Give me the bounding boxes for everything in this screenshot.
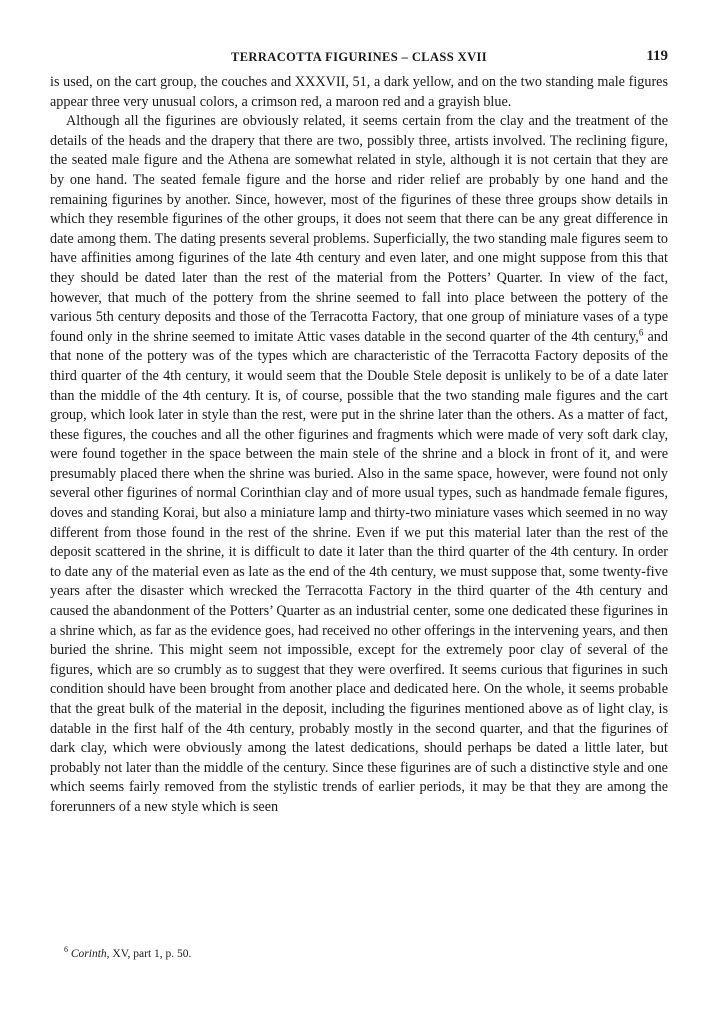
footnote-title: Corinth xyxy=(70,948,107,960)
page-number: 119 xyxy=(646,48,668,64)
paragraph-text-part-2: and that none of the pottery was of the types which are characteristic of the Terracotta Factory deposits of the third quarter of the 4th century, it would seem that the Double Stele deposit is unlikely to be of a date later than the middle of the 4th century. It is, of course, possible that the two standing male figures and the cart group, which look later in style than the rest, were put in the shrine later than the others. As a matter of fact, these figures, the couches and all the other figurines and fragments which were made of very soft dark clay, were found together in the space between the main stele of the shrine and a block in front of it, and were presumably placed there when the shrine was buried. Also in the same space, however, were found not only several other figurines of normal Corinthian clay and of more usual types, such as handmade female figures, doves and standing Korai, but also a miniature lamp and thirty-two miniature vases which seemed in no way different from those found in the rest of the shrine. Even if we put this material later than the rest of the deposit scattered in the shrine, it is difficult to date it later than the third quarter of the 4th century. In order to date any of the material even as late as the end of the 4th century, we must suppose that, some twenty-five years after the disaster which wrecked the Terracotta Factory in the third quarter of the 4th century and caused the abandonment of the Potters’ Quarter as an industrial center, some one dedicated these figurines in a shrine which, as far as the evidence goes, had received no other offerings in the intervening years, and then buried the shrine. This might seem not impossible, except for the extremely poor clay of several of the figures, which are so crumbly as to suggest that they were overfired. It seems curious that figurines in such condition should have been brought from another place and dedicated here. On the whole, it seems probable that the great bulk of the material in the deposit, including the figurines mentioned above as of light clay, is datable in the first half of the 4th century, probably mostly in the second quarter, and that the figurines of dark clay, which were obviously among the latest dedications, should perhaps be dated a little later, but probably not later than the middle of the century. Since these figurines are of such a distinctive style and one which seems fairly removed from the stylistic trends of earlier periods, it may be that they are among the forerunners of a new style which is seen xyxy=(50,328,668,815)
running-head xyxy=(50,50,668,70)
paragraph-dating xyxy=(50,112,668,817)
running-title: TERRACOTTA FIGURINES – CLASS XVII xyxy=(230,50,488,64)
footnote-citation: , XV, part 1, p. 50. xyxy=(106,948,192,960)
footnote xyxy=(64,945,192,960)
footnote-number: 6 xyxy=(64,945,68,955)
paragraph-text-part-1: Although all the figurines are obviously related, it seems certain from the clay and the treatment of the details of the heads and the drapery that there are two, possibly three, artists involved. The reclining figure, the seated male figure and the Athena are somewhat related in style, although it is not certain that they are by one hand. The seated female figure and the horse and rider relief are probably by one hand and the remaining figurines by another. Since, however, most of the figurines of these three groups show details in which they resemble figurines of the other groups, it does not seem that there can be any great difference in date among them. The dating presents several problems. Superficially, the two standing male figures seem to have affinities among figurines of the late 4th century and even later, and one might suppose from this that they should be dated later than the rest of the material from the Potters’ Quarter. In view of the fact, however, that much of the pottery from the shrine seemed to fall into place between the pottery of the various 5th century deposits and those of the Terracotta Factory, that one group of miniature vases of a type found only in the shrine seemed to imitate Attic vases datable in the second quarter of the 4th century, xyxy=(50,113,668,345)
footnote-reference: 6 xyxy=(638,326,644,337)
paragraph-continued: is used, on the cart group, the couches and XXXVII, 51, a dark yellow, and on the two standing male figures appear three very unusual colors, a crimson red, a maroon red and a grayish blue. xyxy=(50,74,668,110)
body-text xyxy=(50,73,668,818)
